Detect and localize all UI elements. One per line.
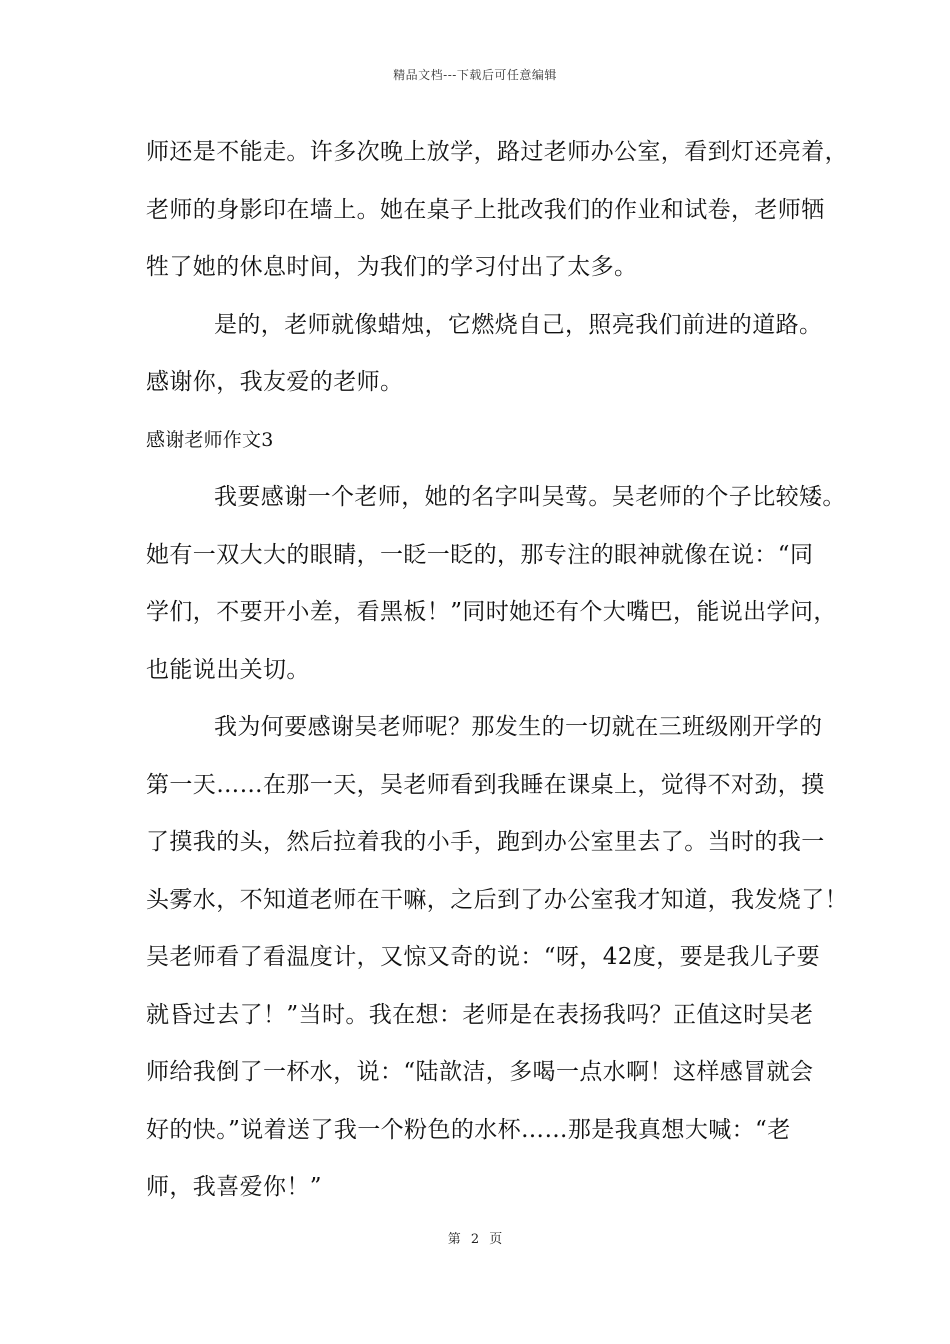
page-number: 2 bbox=[470, 1232, 480, 1247]
body-line: 了摸我的头，然后拉着我的小手，跑到办公室里去了。当时的我一 bbox=[146, 829, 825, 855]
body-line: 我为何要感谢吴老师呢？那发生的一切就在三班级刚开学的 bbox=[214, 714, 823, 740]
body-line: 是的，老师就像蜡烛，它燃烧自己，照亮我们前进的道路。 bbox=[214, 311, 823, 338]
body-line: 牲了她的休息时间，为我们的学习付出了太多。 bbox=[146, 254, 638, 280]
body-line: 老师的身影印在墙上。她在桌子上批改我们的作业和试卷，老师牺 bbox=[146, 196, 825, 223]
body-line: 吴老师看了看温度计，又惊又奇的说：“呀，42度，要是我儿子要 bbox=[146, 944, 821, 970]
body-line: 第一天……在那一天，吴老师看到我睡在课桌上，觉得不对劲，摸 bbox=[146, 771, 825, 798]
body-line: 好的快。”说着送了我一个粉色的水杯……那是我真想大喊：“老 bbox=[146, 1116, 791, 1143]
body-line: 就昏过去了！”当时。我在想：老师是在表扬我吗？正值这时吴老 bbox=[146, 1001, 814, 1028]
body-line: 师还是不能走。许多次晚上放学，路过老师办公室，看到灯还亮着， bbox=[146, 139, 848, 165]
body-line: 我要感谢一个老师，她的名字叫吴莺。吴老师的个子比较矮。 bbox=[214, 484, 846, 510]
page-label-prefix: 第 bbox=[447, 1232, 461, 1247]
page-label-suffix: 页 bbox=[489, 1232, 503, 1247]
body-line: 感谢你，我友爱的老师。 bbox=[146, 369, 404, 395]
body-line: 她有一双大大的眼睛，一眨一眨的，那专注的眼神就像在说：“同 bbox=[146, 541, 814, 568]
page-header: 精品文档---下载后可任意编辑 bbox=[393, 68, 557, 82]
body-line: 师，我喜爱你！” bbox=[146, 1174, 322, 1200]
page-footer bbox=[0, 1228, 950, 1247]
body-line: 也能说出关切。 bbox=[146, 656, 310, 683]
body-line: 师给我倒了一杯水，说：“陆歆洁，多喝一点水啊！这样感冒就会 bbox=[146, 1059, 814, 1085]
document-body bbox=[146, 124, 848, 1217]
body-line: 头雾水，不知道老师在干嘛，之后到了办公室我才知道，我发烧了！ bbox=[146, 886, 848, 913]
body-line: 学们，不要开小差，看黑板！”同时她还有个大嘴巴，能说出学问， bbox=[146, 599, 837, 625]
section-title: 感谢老师作文3 bbox=[146, 428, 274, 451]
